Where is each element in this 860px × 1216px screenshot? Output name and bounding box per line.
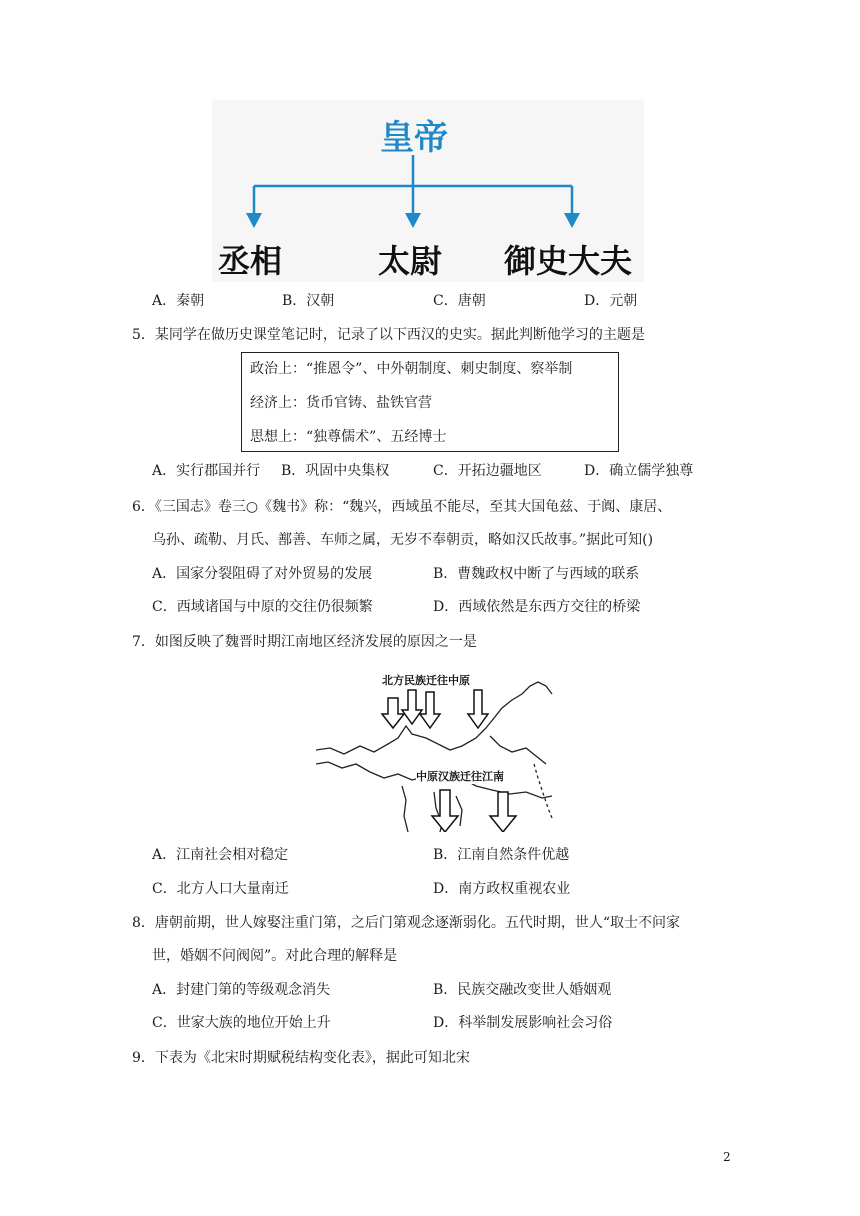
q6-option-b: B．曹魏政权中断了与西域的联系 [433,566,640,582]
q7-stem: 7．如图反映了魏晋时期江南地区经济发展的原因之一是 [132,634,477,650]
migration-map-figure [316,668,554,832]
q7-option-c: C．北方人口大量南迁 [152,881,289,897]
q8-option-d: D．科举制发展影响社会习俗 [433,1015,613,1031]
q8-stem-line-2: 世，婚姻不问阀阅”。对此合理的解释是 [152,948,398,964]
q5-option-c: C．开拓边疆地区 [433,463,542,479]
org-chart-figure [212,100,644,282]
q9-stem: 9．下表为《北宋时期赋税结构变化表》，据此可知北宋 [132,1050,470,1066]
q5-option-b: B．巩固中央集权 [281,463,390,479]
q7-option-a: A．江南社会相对稳定 [152,847,289,863]
q6-stem-line-1: 6．《三国志》卷三○《魏书》称：“魏兴，西域虽不能尽，至其大国龟兹、于阗、康居、 [132,499,672,515]
q6-stem-line-2: 乌孙、疏勒、月氏、鄯善、车师之属，无岁不奉朝贡，略如汉氏故事。”据此可知() [152,532,654,548]
q5-note-politics: 政治上：“推恩令”、中外朝制度、刺史制度、察举制 [250,361,573,377]
q5-note-box [241,352,619,452]
q5-note-economy: 经济上：货币官铸、盐铁官营 [250,395,432,411]
q7-option-d: D．南方政权重视农业 [433,881,571,897]
org-node-chancellor: 丞相 [218,242,283,280]
q8-option-c: C．世家大族的地位开始上升 [152,1015,331,1031]
q5-option-d: D．确立儒学独尊 [584,463,694,479]
org-node-taiwei: 太尉 [378,242,443,280]
q4-option-c: C．唐朝 [433,293,486,309]
q5-note-thought: 思想上：“独尊儒术”、五经博士 [250,429,447,445]
org-node-emperor: 皇帝 [380,118,448,158]
q6-option-a: A．国家分裂阻碍了对外贸易的发展 [152,566,373,582]
page-number: 2 [723,1150,731,1164]
q8-option-a: A．封建门第的等级观念消失 [152,982,331,998]
org-node-censor: 御史大夫 [504,242,633,280]
q8-stem-line-1: 8．唐朝前期，世人嫁娶注重门第，之后门第观念逐渐弱化。五代时期，世人“取士不问家 [132,915,681,931]
q8-option-b: B．民族交融改变世人婚姻观 [433,982,612,998]
q4-option-d: D．元朝 [584,293,638,309]
q6-option-d: D．西域依然是东西方交往的桥梁 [433,599,641,615]
q4-option-a: A．秦朝 [152,293,205,309]
map-label-north: 北方民族迁往中原 [382,674,470,687]
q7-option-b: B．江南自然条件优越 [433,847,570,863]
q5-option-a: A．实行郡国并行 [152,463,261,479]
q4-option-b: B．汉朝 [282,293,335,309]
q6-option-c: C．西域诸国与中原的交往仍很频繁 [152,599,373,615]
q5-stem: 5．某同学在做历史课堂笔记时，记录了以下西汉的史实。据此判断他学习的主题是 [132,327,645,343]
map-label-south: 中原汉族迁往江南 [416,770,504,783]
migration-map-drawing [316,668,554,832]
